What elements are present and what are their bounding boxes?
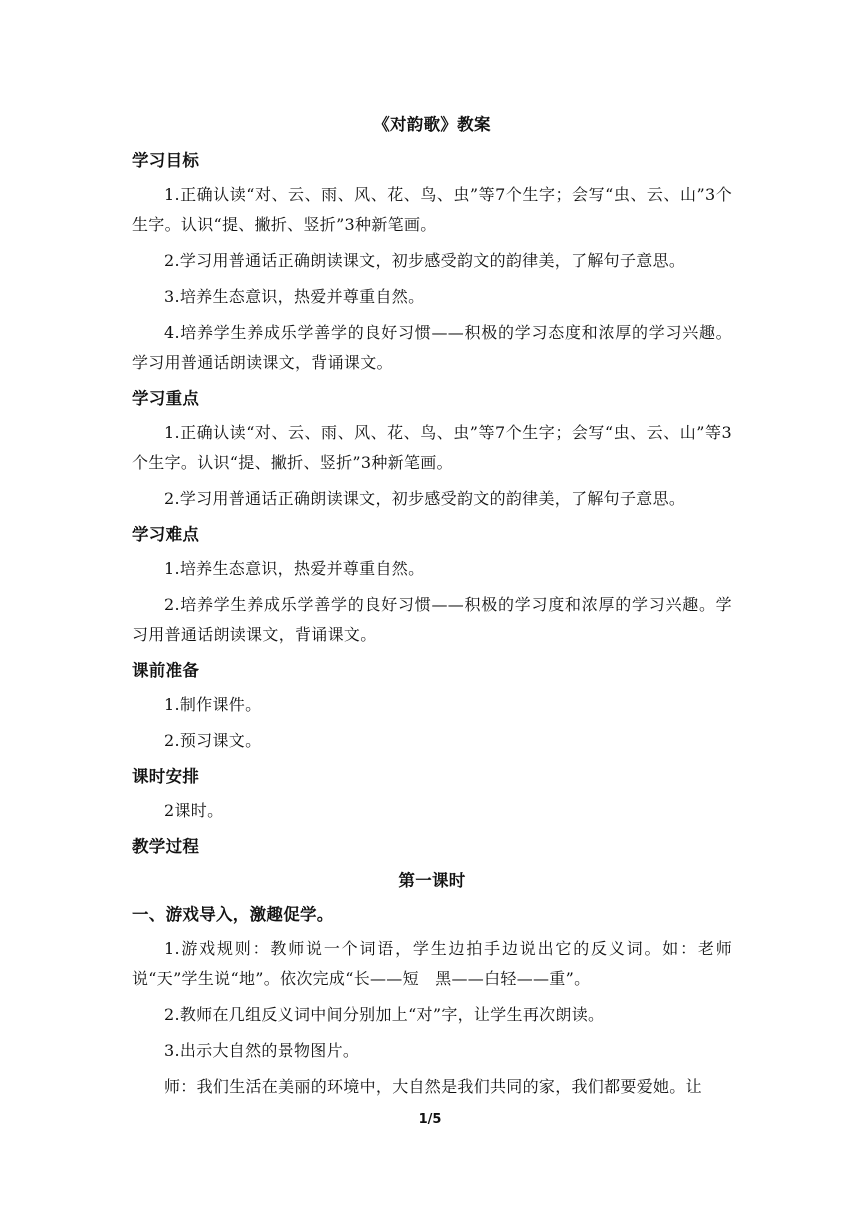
lesson1-heading: 第一课时 [398,871,466,890]
key-item: 1.正确认读“对、云、雨、风、花、鸟、虫”等7个生字；会写“虫、云、山”等3个生字。认识“提、撇折、竖折”3种新笔画。 [132,423,732,472]
goal-item: 1.正确认读“对、云、雨、风、花、鸟、虫”等7个生字；会写“虫、云、山”3个生字。认识“提、撇折、竖折”3种新笔画。 [132,185,732,234]
part1-heading: 一、游戏导入，激趣促学。 [132,905,334,924]
prep-heading: 课前准备 [132,661,200,680]
goal-item: 4.培养学生养成乐学善学的良好习惯——积极的学习态度和浓厚的学习兴趣。学习用普通话朗读课文，背诵课文。 [132,323,732,372]
goal-item: 3.培养生态意识，热爱并尊重自然。 [164,287,425,306]
goals-heading: 学习目标 [132,151,200,170]
part1-item: 3.出示大自然的景物图片。 [164,1041,360,1060]
document-body [132,110,732,1108]
document-title: 《对韵歌》教案 [373,115,491,134]
part1-item: 2.教师在几组反义词中间分别加上“对”字，让学生再次朗读。 [164,1005,605,1024]
prep-item: 1.制作课件。 [164,695,262,714]
page-number: 1/5 [418,1112,442,1127]
difficult-item: 1.培养生态意识，热爱并尊重自然。 [164,559,425,578]
schedule-heading: 课时安排 [132,767,200,786]
part1-item: 师：我们生活在美丽的环境中，大自然是我们共同的家，我们都要爱她。让 [164,1077,702,1096]
key-heading: 学习重点 [132,389,200,408]
part1-item: 1.游戏规则：教师说一个词语，学生边拍手边说出它的反义词。如：老师说“天”学生说“地”。依次完成“长——短 黑——白轻——重”。 [132,939,732,988]
prep-item: 2.预习课文。 [164,731,262,750]
goal-item: 2.学习用普通话正确朗读课文，初步感受韵文的韵律美，了解句子意思。 [164,251,686,270]
process-heading: 教学过程 [132,837,200,856]
difficult-item: 2.培养学生养成乐学善学的良好习惯——积极的学习度和浓厚的学习兴趣。学习用普通话朗读课文，背诵课文。 [132,595,732,644]
difficult-heading: 学习难点 [132,525,200,544]
key-item: 2.学习用普通话正确朗读课文，初步感受韵文的韵律美，了解句子意思。 [164,489,686,508]
schedule-item: 2课时。 [164,801,224,820]
